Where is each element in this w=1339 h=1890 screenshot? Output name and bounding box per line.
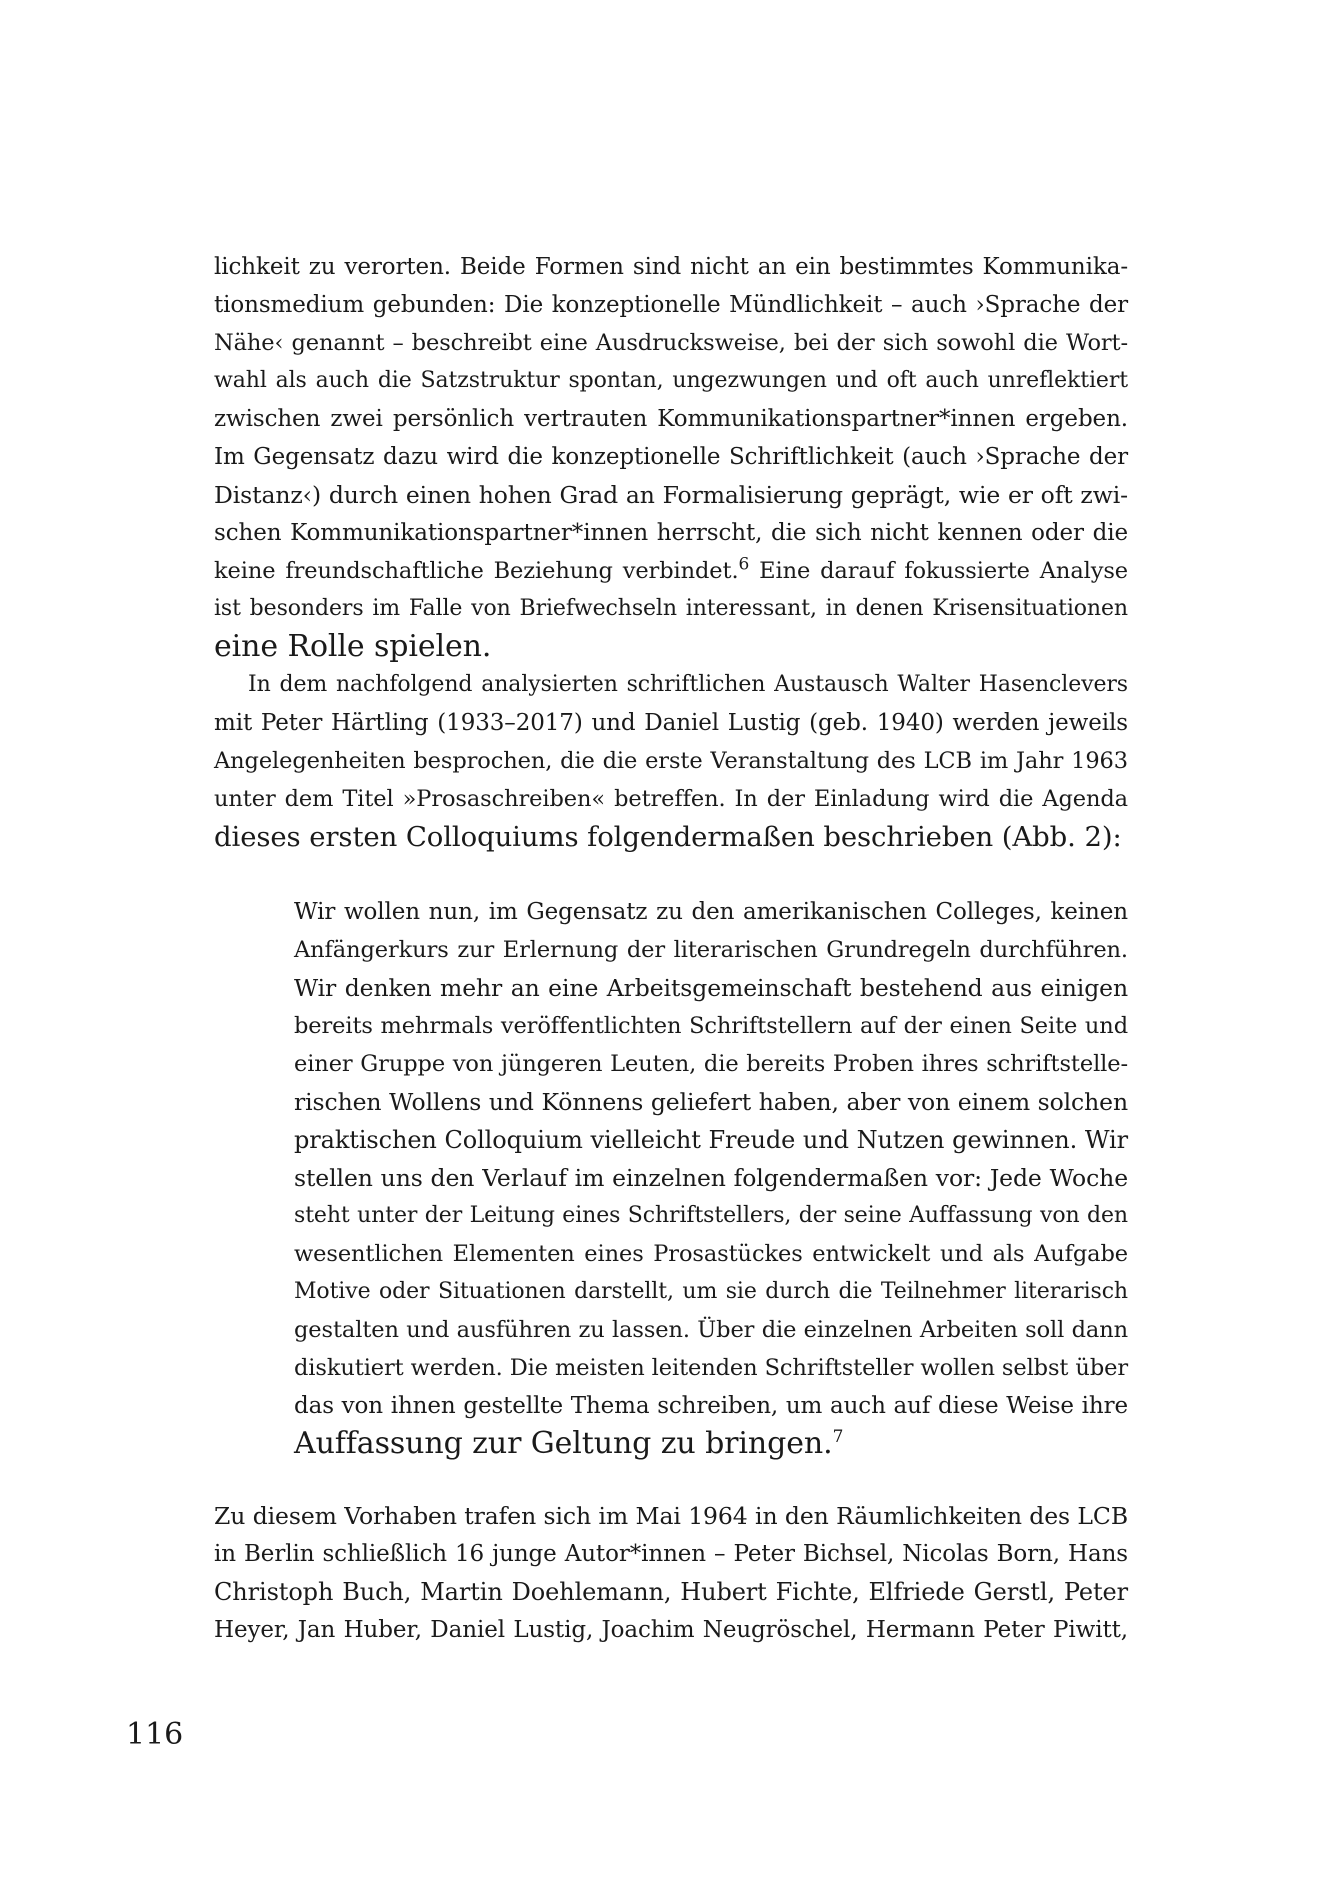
p1-line-2: tionsmedium gebunden: Die konzeptionelle Mündlichkeit – auch ›Sprache der	[214, 292, 1128, 318]
quote-line-5: einer Gruppe von jüngeren Leuten, die bereits Proben ihres schriftstelle-	[294, 1051, 1128, 1077]
quote-line-11: Motive oder Situationen darstellt, um sie durch die Teilnehmer literarisch	[294, 1279, 1128, 1304]
quote-line-1: Wir wollen nun, im Gegensatz zu den amerikanischen Colleges, keinen	[294, 899, 1128, 925]
quote-line-2: Anfängerkurs zur Erlernung der literarischen Grundregeln durchführen.	[294, 937, 1128, 963]
page-number: 116	[126, 1717, 184, 1752]
quote-line-12: gestalten und ausführen zu lassen. Über die einzelnen Arbeiten soll dann	[294, 1317, 1128, 1343]
p2-line-2: mit Peter Härtling (1933–2017) und Daniel Lustig (geb. 1940) werden jeweils	[214, 710, 1128, 736]
p1-line-7: Distanz‹) durch einen hohen Grad an Formalisierung geprägt, wie er oft zwi-	[214, 481, 1128, 509]
quote-line-8: stellen uns den Verlauf im einzelnen folgendermaßen vor: Jede Woche	[294, 1164, 1128, 1192]
p1-line-4: wahl als auch die Satzstruktur spontan, ungezwungen und oft auch unreflektiert	[214, 368, 1128, 393]
p2-line-4: unter dem Titel »Prosaschreiben« betreffen. In der Einladung wird die Agenda	[214, 786, 1128, 812]
p1-line-1: lichkeit zu verorten. Beide Formen sind nicht an ein bestimmtes Kommunika-	[214, 254, 1128, 280]
p1-line-9	[214, 552, 1128, 590]
quote-line-14: das von ihnen gestellte Thema schreiben, um auch auf diese Weise ihre	[294, 1393, 1128, 1419]
p1-line-9-before: keine freundschaftliche Beziehung verbindet.	[214, 558, 739, 584]
p1-line-10: ist besonders im Falle von Briefwechseln interessant, in denen Krisensituationen	[214, 596, 1128, 621]
footnote-ref-6: 6	[738, 554, 750, 575]
quote-line-7: praktischen Colloquium vielleicht Freude und Nutzen gewinnen. Wir	[294, 1126, 1128, 1154]
p3-line-2: in Berlin schließlich 16 junge Autor*innen – Peter Bichsel, Nicolas Born, Hans	[214, 1541, 1128, 1567]
p1-line-9-after: Eine darauf fokussierte Analyse	[749, 558, 1128, 584]
p1-line-8: schen Kommunikationspartner*innen herrscht, die sich nicht kennen oder die	[214, 520, 1128, 546]
p3-line-1: Zu diesem Vorhaben trafen sich im Mai 1964 in den Räumlichkeiten des LCB	[214, 1502, 1128, 1530]
p1-line-11: eine Rolle spielen.	[214, 629, 492, 664]
p2-line-3: Angelegenheiten besprochen, die die erste Veranstaltung des LCB im Jahr 1963	[214, 748, 1128, 774]
p1-line-6: Im Gegensatz dazu wird die konzeptionelle Schriftlichkeit (auch ›Sprache der	[214, 444, 1128, 470]
p1-line-5: zwischen zwei persönlich vertrauten Kommunikationspartner*innen ergeben.	[214, 406, 1128, 432]
quote-line-4: bereits mehrmals veröffentlichten Schriftstellern auf der einen Seite und	[294, 1013, 1128, 1039]
p3-line-3: Christoph Buch, Martin Doehlemann, Hubert Fichte, Elfriede Gerstl, Peter	[214, 1578, 1128, 1606]
p1-line-3: Nähe‹ genannt – beschreibt eine Ausdrucksweise, bei der sich sowohl die Wort-	[214, 330, 1128, 356]
quote-line-10: wesentlichen Elementen eines Prosastückes entwickelt und als Aufgabe	[294, 1241, 1128, 1267]
quote-line-13: diskutiert werden. Die meisten leitenden Schriftsteller wollen selbst über	[294, 1355, 1128, 1381]
quote-line-15	[294, 1425, 1128, 1463]
quote-line-6: rischen Wollens und Könnens geliefert haben, aber von einem solchen	[294, 1088, 1128, 1116]
quote-last-text: Auffassung zur Geltung zu bringen.	[294, 1426, 833, 1461]
p2-line-1: In dem nachfolgend analysierten schriftlichen Austausch Walter Hasenclevers	[248, 672, 1128, 697]
quote-line-9: steht unter der Leitung eines Schriftstellers, der seine Auffassung von den	[294, 1203, 1128, 1228]
quote-line-3: Wir denken mehr an eine Arbeitsgemeinschaft bestehend aus einigen	[294, 974, 1128, 1002]
footnote-ref-7: 7	[832, 1427, 844, 1447]
p3-line-4: Heyer, Jan Huber, Daniel Lustig, Joachim Neugröschel, Hermann Peter Piwitt,	[214, 1617, 1128, 1643]
p2-line-5: dieses ersten Colloquiums folgendermaßen beschrieben (Abb. 2):	[214, 821, 1122, 853]
